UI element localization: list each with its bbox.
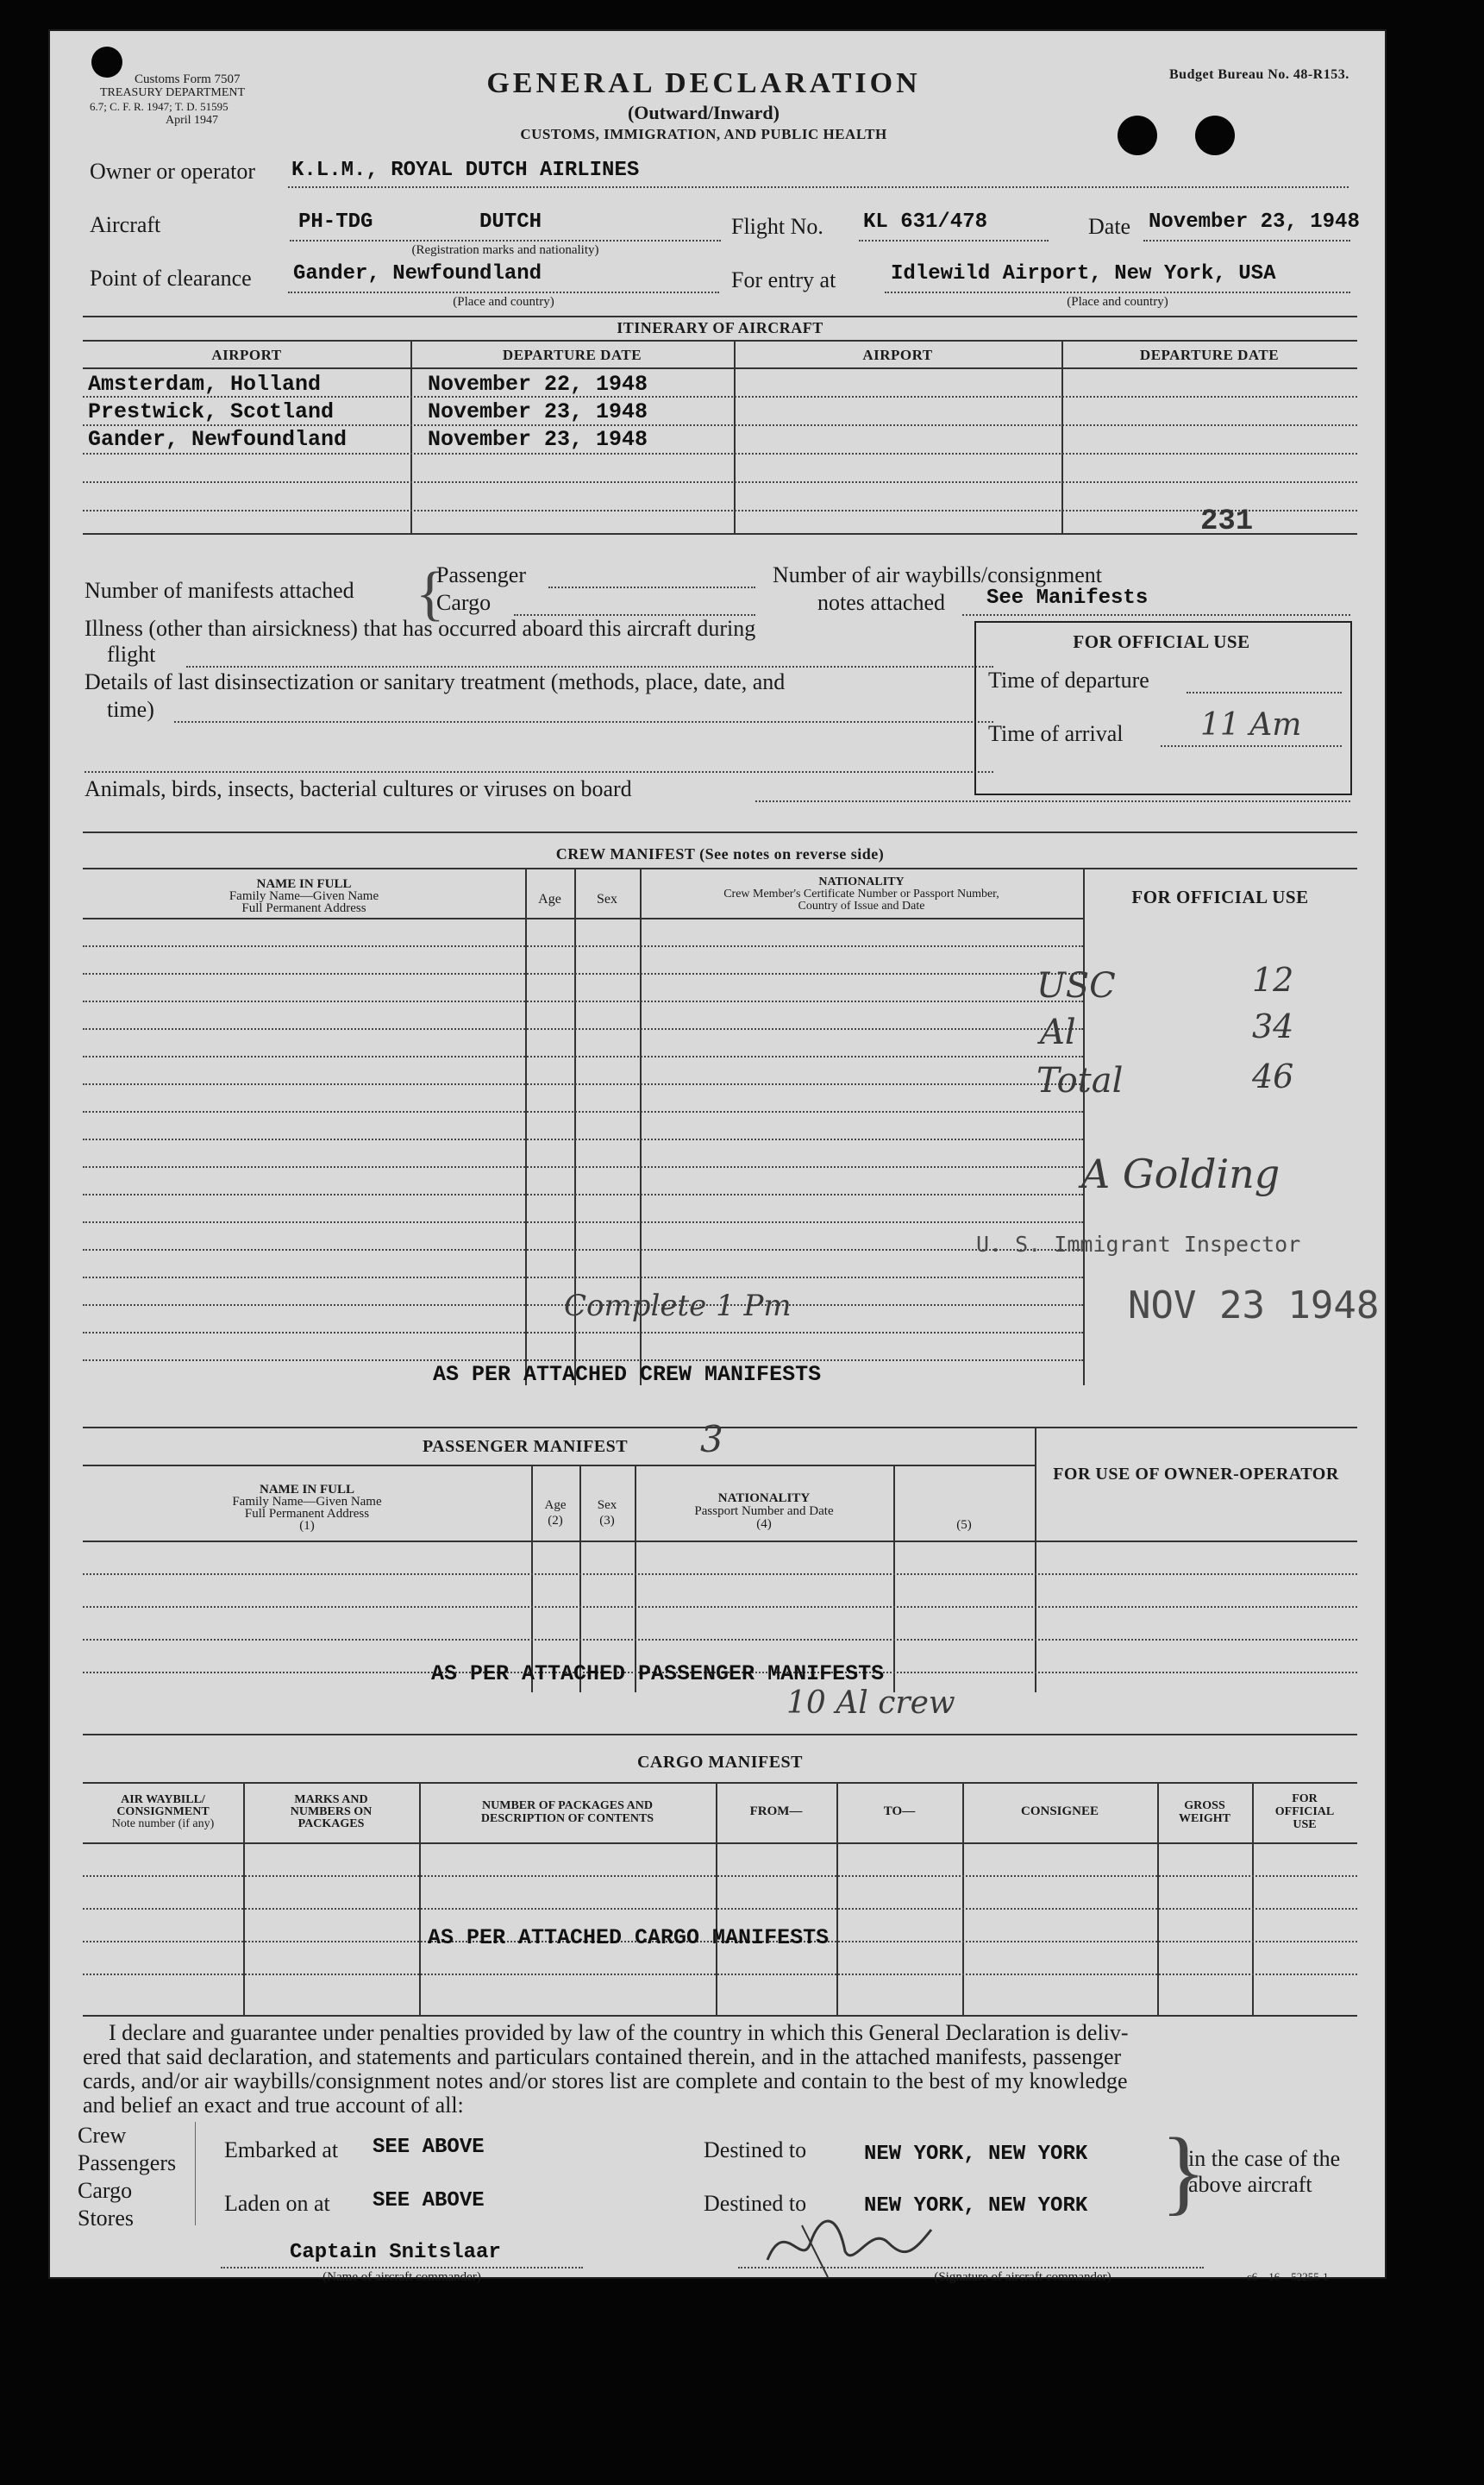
form-authority: CUSTOMS, IMMIGRATION, AND PUBLIC HEALTH xyxy=(520,126,887,142)
embarked-value: SEE ABOVE xyxy=(373,2136,485,2159)
declaration-stores: Stores xyxy=(78,2206,134,2231)
cargo-col-official: USE xyxy=(1293,1818,1317,1831)
cargo-typed-note: AS PER ATTACHED CARGO MANIFESTS xyxy=(428,1925,830,1950)
cargo-col-marks: NUMBERS ON xyxy=(290,1805,373,1818)
itinerary-title: ITINERARY OF AIRCRAFT xyxy=(617,319,823,336)
entry-caption: (Place and country) xyxy=(1067,295,1168,309)
form-number: Customs Form 7507 xyxy=(135,72,241,86)
itinerary-col-departure-2: DEPARTURE DATE xyxy=(1139,347,1280,363)
cargo-col-weight: WEIGHT xyxy=(1179,1812,1230,1825)
case-note: in the case of the xyxy=(1188,2146,1341,2171)
cargo-title: CARGO MANIFEST xyxy=(636,1753,803,1772)
inspection-date-stamp: NOV 23 1948 xyxy=(1128,1283,1380,1327)
declaration-text: and belief an exact and true account of all: xyxy=(83,2093,464,2118)
passenger-col-nationality-sub: Passport Number and Date xyxy=(694,1504,834,1518)
inspector-stamp: U. S. Immigrant Inspector xyxy=(976,1232,1301,1257)
cargo-col-waybill: CONSIGNMENT xyxy=(116,1805,210,1818)
passenger-typed-note: AS PER ATTACHED PASSENGER MANIFESTS xyxy=(431,1661,885,1686)
crew-title: CREW MANIFEST (See notes on reverse side) xyxy=(555,845,885,863)
tally-label: Al xyxy=(1040,1013,1076,1052)
disinsect-label-2: time) xyxy=(107,697,154,722)
cargo-col-official: OFFICIAL xyxy=(1274,1805,1335,1818)
aircraft-label: Aircraft xyxy=(90,212,161,237)
passenger-title: PASSENGER MANIFEST xyxy=(423,1437,629,1456)
itinerary-airport: Amsterdam, Holland xyxy=(88,372,322,397)
disinsect-label: Details of last disinsectization or sanitary treatment (methods, place, date, and xyxy=(85,669,786,694)
aircraft-nationality: DUTCH xyxy=(479,210,542,234)
flight-label: Flight No. xyxy=(731,214,823,239)
declaration-text: I declare and guarantee under penalties provided by law of the country in which this General Declaration is deliv- xyxy=(109,2020,1129,2045)
department: TREASURY DEPARTMENT xyxy=(100,86,246,99)
cargo-col-from: FROM— xyxy=(749,1804,803,1818)
destined-label: Destined to xyxy=(704,2137,807,2162)
destined-value-2: NEW YORK, NEW YORK xyxy=(864,2194,1088,2218)
entry-label: For entry at xyxy=(731,267,836,292)
passenger-col-nationality: NATIONALITY xyxy=(717,1491,811,1505)
manifests-label: Number of manifests attached xyxy=(85,578,354,603)
cargo-col-waybill: AIR WAYBILL/ xyxy=(121,1793,205,1806)
arrival-time-value: 11 Am xyxy=(1200,707,1302,743)
itinerary-note: 231 xyxy=(1200,505,1254,538)
crew-col-name-sub: Full Permanent Address xyxy=(241,901,366,915)
itinerary-date: November 22, 1948 xyxy=(428,372,648,397)
official-use-title: FOR OFFICIAL USE xyxy=(1073,631,1250,652)
illness-label: Illness (other than airsickness) that has occurred aboard this aircraft during xyxy=(85,616,756,641)
declaration-passengers: Passengers xyxy=(78,2150,177,2175)
declaration-crew: Crew xyxy=(78,2123,127,2148)
cargo-col-packages: NUMBER OF PACKAGES AND xyxy=(482,1799,653,1812)
tally-value: 34 xyxy=(1252,1007,1294,1045)
itinerary-col-departure: DEPARTURE DATE xyxy=(502,347,642,363)
clearance-label: Point of clearance xyxy=(90,266,252,291)
passenger-col-name: NAME IN FULL xyxy=(259,1483,354,1497)
signature-caption: (Signature of aircraft commander) xyxy=(934,2270,1111,2284)
crew-col-age: Age xyxy=(538,892,561,907)
passenger-col-nationality-num: (4) xyxy=(756,1517,772,1531)
declaration-cargo: Cargo xyxy=(78,2178,133,2203)
cargo-col-waybill-sub: Note number (if any) xyxy=(111,1817,215,1830)
passenger-col-age-num: (2) xyxy=(548,1514,563,1528)
arrival-time-label: Time of arrival xyxy=(988,721,1124,746)
declaration-text: cards, and/or air waybills/consignment notes and/or stores list are complete and contain to the best of my knowledge xyxy=(83,2068,1128,2093)
print-code: c6—16—52255-1 xyxy=(1247,2270,1329,2283)
tally-value: 46 xyxy=(1252,1057,1294,1095)
cargo-col-weight: GROSS xyxy=(1184,1799,1225,1812)
crew-col-nationality-sub: Crew Member's Certificate Number or Passport Number, xyxy=(723,888,999,900)
owner-value: K.L.M., ROYAL DUTCH AIRLINES xyxy=(291,159,640,182)
itinerary-date: November 23, 1948 xyxy=(428,399,648,424)
manifests-passenger-label: Passenger xyxy=(436,562,526,587)
destined-label-2: Destined to xyxy=(704,2191,807,2216)
cargo-col-marks: PACKAGES xyxy=(297,1817,365,1830)
budget-bureau: Budget Bureau No. 48-R153. xyxy=(1169,67,1349,82)
entry-value: Idlewild Airport, New York, USA xyxy=(891,262,1276,286)
destined-value: NEW YORK, NEW YORK xyxy=(864,2143,1088,2166)
regulations: 6.7; C. F. R. 1947; T. D. 51595 xyxy=(90,100,229,113)
itinerary-date: November 23, 1948 xyxy=(428,427,648,452)
passenger-handwritten-note: 10 Al crew xyxy=(786,1685,955,1721)
punch-hole xyxy=(1195,116,1235,155)
passenger-col-name-sub: Family Name—Given Name xyxy=(232,1495,382,1509)
laden-value: SEE ABOVE xyxy=(373,2189,485,2212)
cargo-col-packages: DESCRIPTION OF CONTENTS xyxy=(480,1812,654,1825)
animals-label: Animals, birds, insects, bacterial cultures or viruses on board xyxy=(85,776,632,801)
passenger-col-5: (5) xyxy=(956,1518,972,1532)
commander-caption: (Name of aircraft commander) xyxy=(322,2270,481,2284)
case-note-2: above aircraft xyxy=(1188,2172,1312,2197)
itinerary-col-airport: AIRPORT xyxy=(211,347,282,363)
crew-col-official: FOR OFFICIAL USE xyxy=(1131,887,1309,907)
crew-col-nationality-sub: Country of Issue and Date xyxy=(798,900,925,913)
form-date: April 1947 xyxy=(166,114,219,127)
passenger-col-name-sub: Full Permanent Address xyxy=(244,1507,370,1521)
passenger-col-age: Age xyxy=(544,1498,567,1512)
crew-typed-note: AS PER ATTACHED CREW MANIFESTS xyxy=(433,1362,822,1387)
commander-signature xyxy=(750,2191,957,2277)
waybills-label: Number of air waybills/consignment xyxy=(773,562,1102,587)
aircraft-caption: (Registration marks and nationality) xyxy=(411,243,599,257)
brace: { xyxy=(416,561,445,627)
declaration-form xyxy=(48,29,1387,2284)
date-value: November 23, 1948 xyxy=(1149,210,1360,234)
embarked-label: Embarked at xyxy=(224,2137,339,2162)
clearance-value: Gander, Newfoundland xyxy=(293,262,542,286)
cargo-col-consignee: CONSIGNEE xyxy=(1020,1804,1099,1818)
itinerary-airport: Gander, Newfoundland xyxy=(88,427,348,452)
passenger-col-owner: FOR USE OF OWNER-OPERATOR xyxy=(1053,1465,1339,1484)
aircraft-registration: PH-TDG xyxy=(298,210,373,234)
itinerary-airport: Prestwick, Scotland xyxy=(88,399,335,424)
passenger-col-name-num: (1) xyxy=(299,1519,315,1533)
manifests-cargo-label: Cargo xyxy=(436,590,492,615)
flight-value: KL 631/478 xyxy=(863,210,988,234)
cargo-col-to: TO— xyxy=(883,1804,916,1818)
tally-label: Total xyxy=(1036,1061,1124,1101)
crew-handwritten-note: Complete 1 Pm xyxy=(564,1289,792,1323)
waybills-value: See Manifests xyxy=(986,587,1149,610)
crew-col-sex: Sex xyxy=(597,892,617,907)
tally-label: USC xyxy=(1036,966,1116,1006)
waybills-label-2: notes attached xyxy=(817,590,945,615)
passenger-col-sex-num: (3) xyxy=(599,1514,615,1528)
brace: } xyxy=(1161,2118,1206,2224)
cargo-col-marks: MARKS AND xyxy=(294,1793,368,1806)
departure-time-label: Time of departure xyxy=(988,668,1149,693)
owner-label: Owner or operator xyxy=(90,159,256,184)
form-subtitle: (Outward/Inward) xyxy=(627,102,780,123)
inspector-signature: A Golding xyxy=(1081,1151,1280,1197)
declaration-text: ered that said declaration, and statements and particulars contained therein, and in the attached manifests, passenger xyxy=(83,2044,1122,2069)
itinerary-col-airport-2: AIRPORT xyxy=(862,347,933,363)
form-title: GENERAL DECLARATION xyxy=(486,67,921,99)
crew-col-name-sub: Family Name—Given Name xyxy=(229,889,379,903)
cargo-col-official: FOR xyxy=(1292,1792,1318,1805)
laden-label: Laden on at xyxy=(224,2191,330,2216)
crew-col-nationality: NATIONALITY xyxy=(818,875,905,888)
commander-name: Captain Snitslaar xyxy=(290,2241,501,2264)
punch-hole xyxy=(91,47,122,78)
passenger-col-sex: Sex xyxy=(597,1498,617,1512)
crew-col-name: NAME IN FULL xyxy=(256,877,352,891)
passenger-count: 3 xyxy=(700,1418,723,1460)
illness-label-2: flight xyxy=(107,642,156,667)
clearance-caption: (Place and country) xyxy=(453,295,554,309)
tally-value: 12 xyxy=(1252,961,1294,999)
punch-hole xyxy=(1118,116,1157,155)
date-label: Date xyxy=(1088,214,1131,239)
